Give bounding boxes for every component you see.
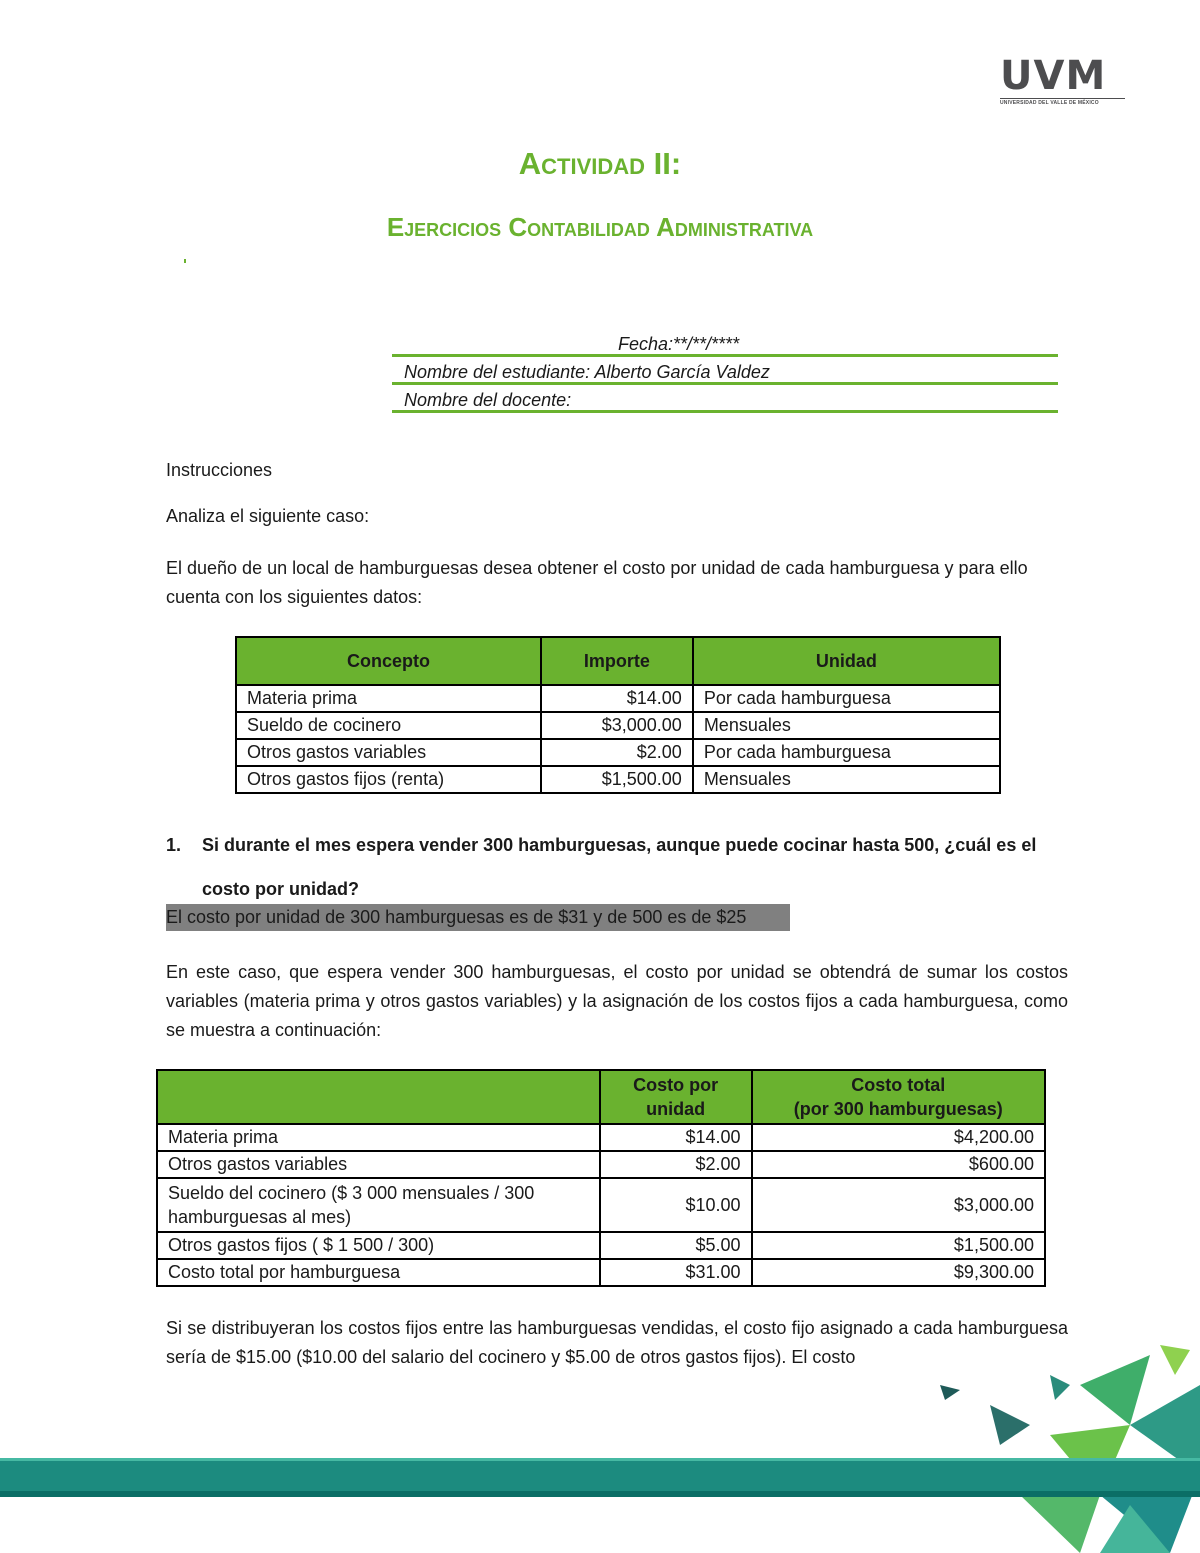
concept-cell: Otros gastos variables <box>157 1151 600 1178</box>
analyze-prompt: Analiza el siguiente caso: <box>166 506 370 526</box>
unit-cost-cell: $10.00 <box>600 1178 752 1232</box>
question-number: 1. <box>166 835 182 855</box>
total-cost-cell: $4,200.00 <box>752 1124 1045 1151</box>
concept-cell: Otros gastos variables <box>236 739 541 766</box>
fecha-field: Fecha:**/**/**** <box>392 331 1058 357</box>
table-row <box>236 685 1000 712</box>
triangle-shape <box>1020 1495 1100 1553</box>
amount-cell: $3,000.00 <box>541 712 693 739</box>
teacher-name-field: Nombre del docente: <box>392 387 1058 413</box>
amount-cell: $2.00 <box>541 739 693 766</box>
cost-table <box>156 1069 1046 1287</box>
unit-cell: Por cada hamburguesa <box>693 685 1000 712</box>
unit-cell: Por cada hamburguesa <box>693 739 1000 766</box>
concept-cell: Materia prima <box>157 1124 600 1151</box>
table-row <box>157 1124 1045 1151</box>
concept-cell: Costo total por hamburguesa <box>157 1259 600 1286</box>
table-header-cell: Unidad <box>693 637 1000 685</box>
unit-cost-cell: $31.00 <box>600 1259 752 1286</box>
table-header-cell <box>752 1070 1045 1124</box>
data-table <box>235 636 1001 794</box>
logo-tagline: UNIVERSIDAD DEL VALLE DE MÉXICO <box>1000 98 1125 106</box>
question-line-1: Si durante el mes espera vender 300 hamburguesas, aunque puede cocinar hasta 500, ¿cuál es el <box>202 835 1037 855</box>
uvm-logo <box>1000 53 1125 108</box>
question-line-2: costo por unidad? <box>202 879 359 899</box>
explanation-paragraph: En este caso, que espera vender 300 hamburguesas, el costo por unidad se obtendrá de sumar los costos variables (materia prima y otros gastos variables) y la asignación de los costos fijos a cada hamburguesa, como se muestra a continuación: <box>166 962 1068 1040</box>
concept-cell: Otros gastos fijos ( $ 1 500 / 300) <box>157 1232 600 1259</box>
table-row <box>236 712 1000 739</box>
unit-cell: Mensuales <box>693 766 1000 793</box>
table-row <box>157 1151 1045 1178</box>
case-intro: El dueño de un local de hamburguesas desea obtener el costo por unidad de cada hamburguesa y para ello cuenta con los siguientes datos: <box>166 558 1028 607</box>
total-cost-cell: $9,300.00 <box>752 1259 1045 1286</box>
table-row <box>157 1232 1045 1259</box>
total-cost-cell: $600.00 <box>752 1151 1045 1178</box>
decorative-mark <box>184 259 186 263</box>
header-line: Costo por <box>633 1075 719 1095</box>
unit-cell: Mensuales <box>693 712 1000 739</box>
triangle-shape <box>1160 1345 1190 1375</box>
triangle-shape <box>940 1385 960 1400</box>
concept-cell: Otros gastos fijos (renta) <box>236 766 541 793</box>
total-cost-cell: $1,500.00 <box>752 1232 1045 1259</box>
page-title: Actividad II: <box>518 146 682 181</box>
table-header-cell: Importe <box>541 637 693 685</box>
student-name-field: Nombre del estudiante: Alberto García Valdez <box>392 359 1058 385</box>
table-row <box>157 1259 1045 1286</box>
table-header-row <box>157 1070 1045 1124</box>
header-line: (por 300 hamburguesas) <box>793 1099 1003 1119</box>
closing-paragraph: Si se distribuyeran los costos fijos entre las hamburguesas vendidas, el costo fijo asignado a cada hamburguesa sería de $15.00 ($10.00 del salario del cocinero y $5.00 de otros gastos fijos). El costo <box>166 1318 1068 1367</box>
table-header-row <box>236 637 1000 685</box>
unit-cost-cell: $14.00 <box>600 1124 752 1151</box>
total-cost-cell: $3,000.00 <box>752 1178 1045 1232</box>
instructions-heading: Instrucciones <box>166 460 273 480</box>
amount-cell: $14.00 <box>541 685 693 712</box>
header-line: Costo total <box>851 1075 946 1095</box>
decorative-triangles <box>930 1345 1200 1553</box>
page-subtitle: Ejercicios Contabilidad Administrativa <box>386 212 814 242</box>
unit-cost-cell: $5.00 <box>600 1232 752 1259</box>
logo-name: UVM <box>1000 53 1107 99</box>
header-line: unidad <box>646 1099 706 1119</box>
highlighted-answer: El costo por unidad de 300 hamburguesas es de $31 y de 500 es de $25 <box>166 904 790 931</box>
triangle-shape <box>1050 1375 1070 1400</box>
table-row <box>236 766 1000 793</box>
table-row <box>236 739 1000 766</box>
concept-cell: Sueldo de cocinero <box>236 712 541 739</box>
table-header-cell <box>157 1070 600 1124</box>
amount-cell: $1,500.00 <box>541 766 693 793</box>
concept-cell: Materia prima <box>236 685 541 712</box>
footer-band <box>0 1458 1200 1491</box>
concept-cell: Sueldo del cocinero ($ 3 000 mensuales / 300 hamburguesas al mes) <box>157 1178 600 1232</box>
table-header-cell: Concepto <box>236 637 541 685</box>
footer-band-dark <box>0 1491 1200 1497</box>
table-header-cell <box>600 1070 752 1124</box>
triangle-shape <box>990 1405 1030 1445</box>
table-row <box>157 1178 1045 1232</box>
unit-cost-cell: $2.00 <box>600 1151 752 1178</box>
question-1 <box>166 823 1068 911</box>
triangle-shape <box>1080 1355 1150 1425</box>
